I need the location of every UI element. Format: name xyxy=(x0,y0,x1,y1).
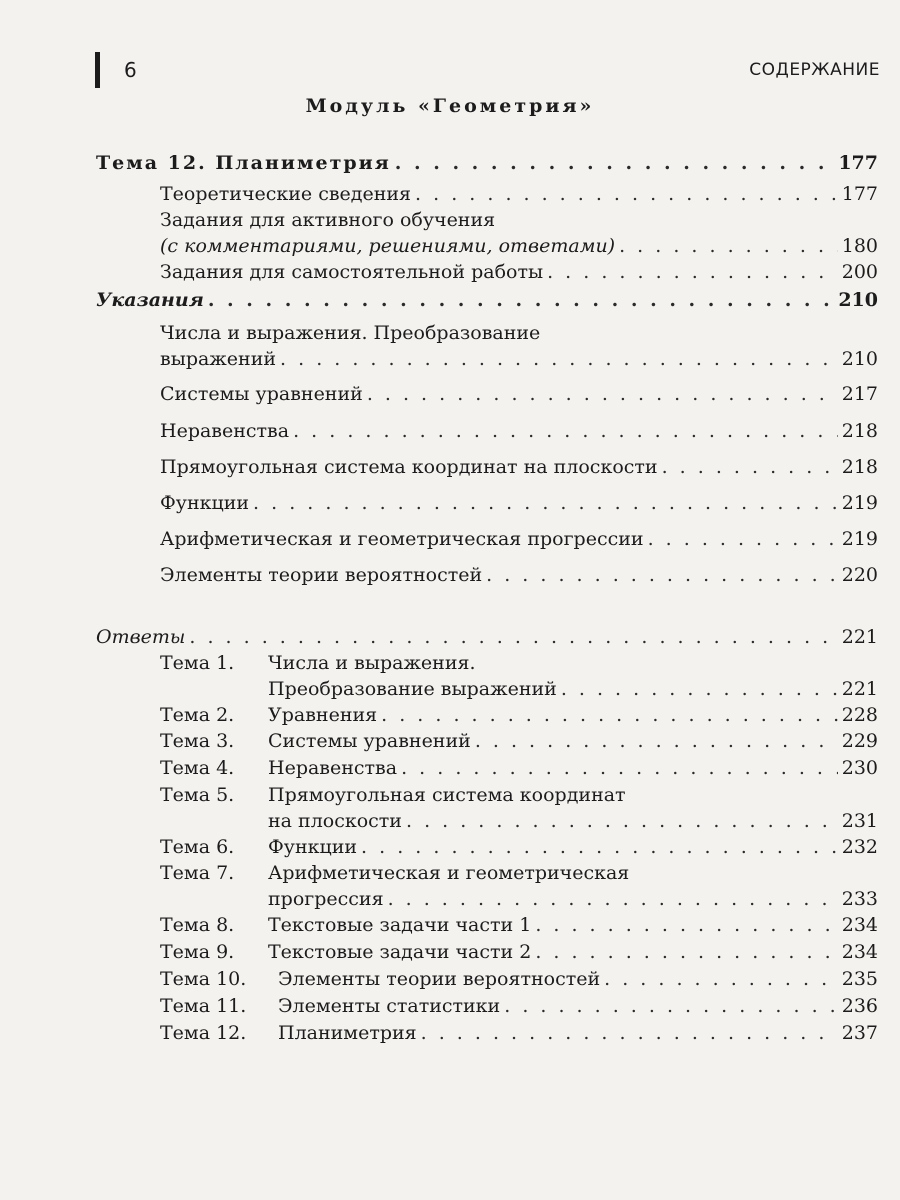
toc-leader xyxy=(535,939,837,965)
toc-entry xyxy=(268,886,878,912)
toc-entry xyxy=(160,418,878,444)
topic-title: Текстовые задачи части 2 xyxy=(268,941,532,963)
toc-entry-page: 234 xyxy=(841,941,878,963)
toc-entry-line1 xyxy=(160,650,878,676)
toc-entry xyxy=(160,1020,878,1046)
toc-entry-page: 180 xyxy=(841,235,878,257)
toc-entry xyxy=(160,755,878,781)
module-title: Модуль «Геометрия» xyxy=(305,95,595,117)
toc-entry xyxy=(160,562,878,588)
toc-entry xyxy=(160,912,878,938)
toc-entry-page: 228 xyxy=(841,704,878,726)
toc-entry-page: 219 xyxy=(841,528,878,550)
toc-entry xyxy=(160,702,878,728)
toc-entry xyxy=(160,233,878,259)
toc-entry-page: 235 xyxy=(841,968,878,990)
topic-number: Тема 9. xyxy=(160,941,235,963)
topic-title: Прямоугольная система координат xyxy=(268,784,626,806)
toc-entry-theme12 xyxy=(96,150,878,176)
toc-leader xyxy=(619,233,838,259)
toc-entry xyxy=(160,181,878,207)
toc-entry xyxy=(160,346,878,372)
toc-entry xyxy=(160,526,878,552)
toc-leader xyxy=(415,181,838,207)
toc-entry xyxy=(160,966,878,992)
topic-number: Тема 4. xyxy=(160,757,235,779)
toc-entry-page: 221 xyxy=(841,678,878,700)
topic-number: Тема 12. xyxy=(160,1022,247,1044)
topic-title: Числа и выражения. xyxy=(268,652,476,674)
toc-leader xyxy=(547,259,838,285)
topic-title: Элементы теории вероятностей xyxy=(278,968,601,990)
toc-leader xyxy=(486,562,838,588)
topic-title: на плоскости xyxy=(268,810,402,832)
toc-entry xyxy=(268,676,878,702)
toc-entry-page: 236 xyxy=(841,995,878,1017)
toc-entry-label: Тема 12. Планиметрия xyxy=(96,152,391,174)
toc-entry-label: Элементы теории вероятностей xyxy=(160,564,483,586)
toc-entry xyxy=(160,993,878,1019)
toc-entry-line1 xyxy=(160,207,878,233)
toc-entry-page: 177 xyxy=(838,152,878,174)
toc-leader xyxy=(381,702,838,728)
topic-number: Тема 11. xyxy=(160,995,247,1017)
toc-leader xyxy=(361,834,838,860)
running-head: СОДЕРЖАНИЕ xyxy=(749,60,880,80)
topic-title: Системы уравнений xyxy=(268,730,471,752)
toc-leader xyxy=(388,886,838,912)
topic-title: прогрессия xyxy=(268,888,384,910)
toc-leader xyxy=(504,993,838,1019)
toc-entry-page: 232 xyxy=(841,836,878,858)
toc-entry-page: 221 xyxy=(841,626,878,648)
toc-entry xyxy=(160,939,878,965)
toc-entry-label: Задания для самостоятельной работы xyxy=(160,261,544,283)
toc-entry-page: 200 xyxy=(841,261,878,283)
toc-entry-label: Указания xyxy=(96,289,204,311)
toc-section-hints xyxy=(96,287,878,313)
page-number: 6 xyxy=(124,58,137,82)
toc-entry-page: 220 xyxy=(841,564,878,586)
topic-number: Тема 8. xyxy=(160,914,235,936)
toc-leader xyxy=(561,676,838,702)
topic-title: Текстовые задачи части 1 xyxy=(268,914,532,936)
toc-entry-line1 xyxy=(160,860,878,886)
topic-number: Тема 6. xyxy=(160,836,235,858)
toc-entry-page: 234 xyxy=(841,914,878,936)
topic-number: Тема 5. xyxy=(160,784,235,806)
toc-leader xyxy=(189,624,837,650)
topic-title: Преобразование выражений xyxy=(268,678,557,700)
toc-entry-line1 xyxy=(160,320,878,346)
topic-title: Уравнения xyxy=(268,704,378,726)
toc-entry-label: Системы уравнений xyxy=(160,383,363,405)
toc-entry-page: 231 xyxy=(841,810,878,832)
topic-title: Функции xyxy=(268,836,358,858)
toc-entry-page: 230 xyxy=(841,757,878,779)
topic-title: Арифметическая и геометрическая xyxy=(268,862,630,884)
toc-entry-label: Ответы xyxy=(96,626,186,648)
toc-entry xyxy=(160,834,878,860)
toc-entry xyxy=(160,728,878,754)
toc-leader xyxy=(662,454,838,480)
toc-entry xyxy=(160,259,878,285)
toc-leader xyxy=(208,287,835,313)
toc-leader xyxy=(406,808,838,834)
toc-entry-page: 218 xyxy=(841,420,878,442)
toc-entry-label: Неравенства xyxy=(160,420,290,442)
topic-number: Тема 3. xyxy=(160,730,235,752)
toc-entry-label: Прямоугольная система координат на плоскости xyxy=(160,456,658,478)
toc-leader xyxy=(367,381,838,407)
topic-number: Тема 10. xyxy=(160,968,247,990)
toc-entry-line1 xyxy=(160,782,878,808)
toc-entry-page: 218 xyxy=(841,456,878,478)
toc-entry-label: Теоретические сведения xyxy=(160,183,412,205)
toc-entry-page: 210 xyxy=(841,348,878,370)
toc-entry-page: 219 xyxy=(841,492,878,514)
toc-entry-label: Числа и выражения. Преобразование xyxy=(160,322,541,344)
toc-leader xyxy=(535,912,837,938)
toc-entry-page: 237 xyxy=(841,1022,878,1044)
topic-title: Планиметрия xyxy=(278,1022,417,1044)
toc-entry-label: (с комментариями, решениями, ответами) xyxy=(160,235,616,257)
toc-leader xyxy=(648,526,838,552)
toc-entry-page: 210 xyxy=(838,289,878,311)
toc-entry-label: Арифметическая и геометрическая прогрессии xyxy=(160,528,644,550)
topic-number: Тема 2. xyxy=(160,704,235,726)
toc-leader xyxy=(604,966,838,992)
topic-number: Тема 1. xyxy=(160,652,235,674)
topic-number: Тема 7. xyxy=(160,862,235,884)
toc-entry-label: Задания для активного обучения xyxy=(160,209,496,231)
topic-title: Неравенства xyxy=(268,757,398,779)
toc-leader xyxy=(395,150,835,176)
toc-entry xyxy=(268,808,878,834)
toc-entry-page: 233 xyxy=(841,888,878,910)
toc-leader xyxy=(253,490,838,516)
toc-entry-label: выражений xyxy=(160,348,277,370)
toc-entry-page: 229 xyxy=(841,730,878,752)
toc-entry xyxy=(160,454,878,480)
toc-entry-page: 217 xyxy=(841,383,878,405)
header-rule xyxy=(95,52,100,88)
topic-title: Элементы статистики xyxy=(278,995,501,1017)
toc-entry xyxy=(160,381,878,407)
toc-entry-page: 177 xyxy=(841,183,878,205)
toc-leader xyxy=(280,346,838,372)
toc-leader xyxy=(475,728,838,754)
toc-entry-label: Функции xyxy=(160,492,250,514)
toc-leader xyxy=(401,755,838,781)
toc-leader xyxy=(293,418,838,444)
toc-entry xyxy=(160,490,878,516)
toc-section-answers xyxy=(96,624,878,650)
toc-leader xyxy=(421,1020,838,1046)
